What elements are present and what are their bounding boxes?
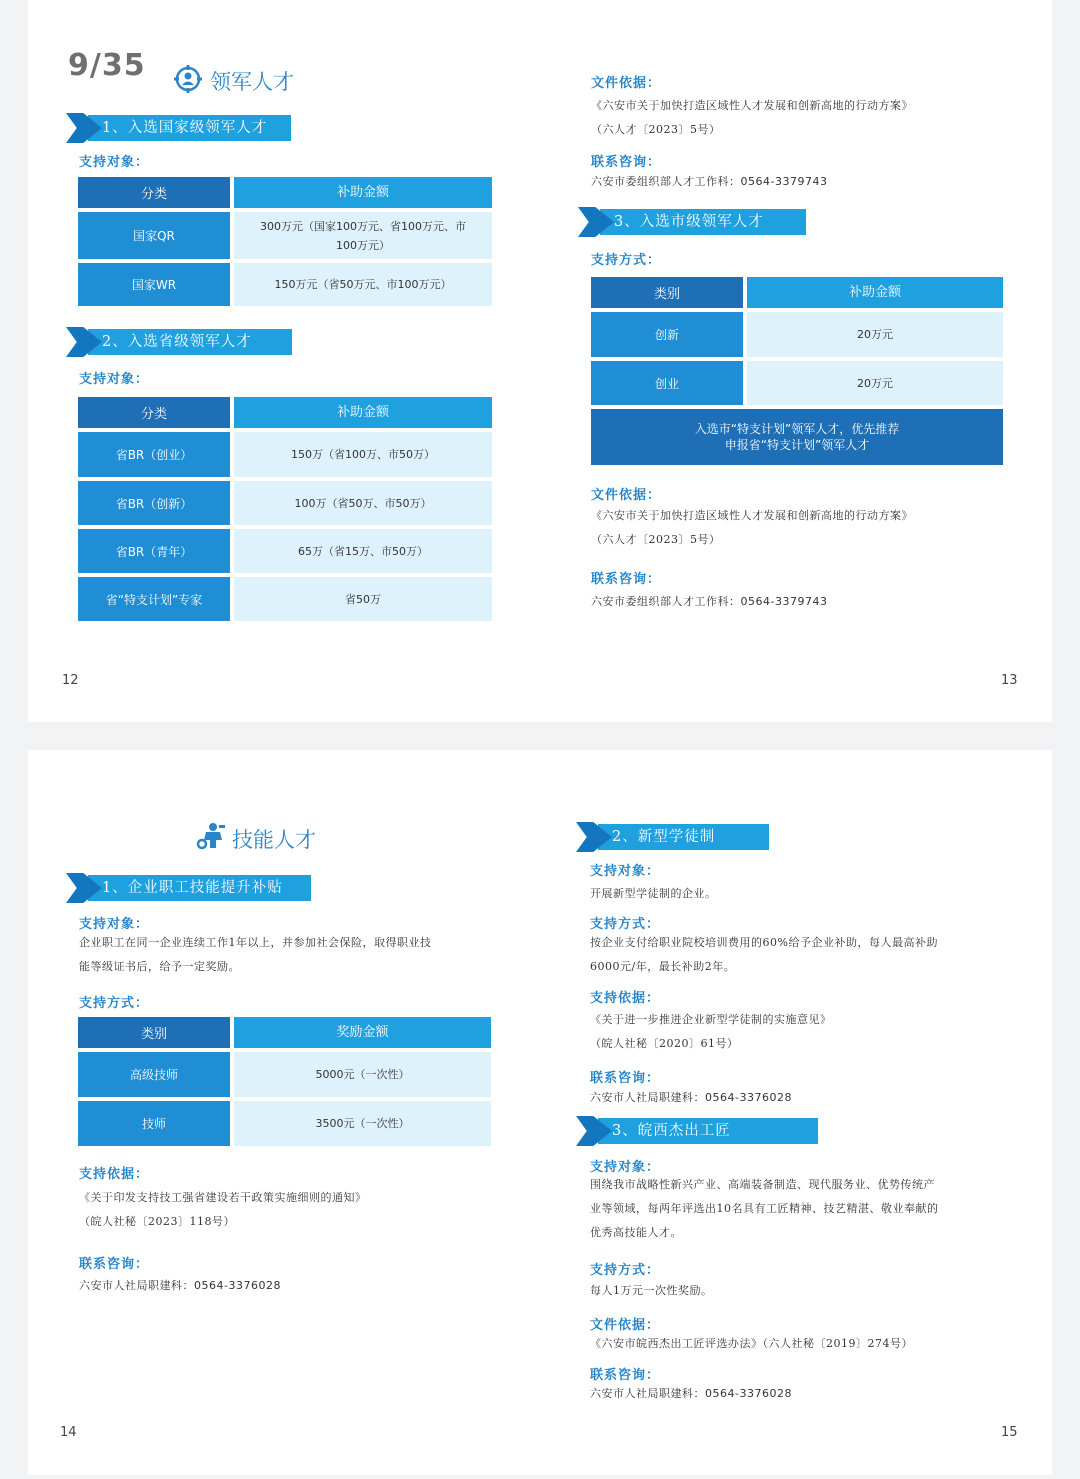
- recommendation-note: [591, 409, 1003, 465]
- table-cell: 高级技师: [78, 1052, 230, 1097]
- header-cell: 奖励金额: [234, 1017, 491, 1048]
- section-label: 支持方式：: [591, 253, 662, 268]
- contact-text: 六安市委组织部人才工作科：0564-3379743: [591, 175, 828, 188]
- table-row: [78, 212, 492, 259]
- page-number: 15: [1001, 1425, 1018, 1440]
- basis-label: 支持依据：: [590, 991, 661, 1006]
- category-title: 技能人才: [232, 828, 316, 852]
- page-number: 14: [60, 1425, 77, 1440]
- table-cell: 3500元（一次性）: [234, 1101, 491, 1146]
- table-cell: 100万（省50万、市50万）: [234, 481, 492, 525]
- section-banner-skill-subsidy: [66, 875, 311, 901]
- text-line: 按企业支付给职业院校培训费用的60%给予企业补助，每人最高补助: [590, 936, 938, 949]
- banner-text: 2、入选省级领军人才: [102, 334, 252, 350]
- table-row: [591, 312, 1003, 357]
- basis-text: 《关于进一步推进企业新型学徒制的实施意见》: [590, 1013, 832, 1026]
- contact-label: 联系咨询：: [590, 1071, 661, 1086]
- table-row: [591, 361, 1003, 405]
- doc-basis-number: （六人才〔2023〕5号）: [591, 533, 721, 546]
- target-text: 开展新型学徒制的企业。: [590, 887, 717, 900]
- spread-pages-14-15: [28, 750, 1052, 1475]
- category-title: 领军人才: [210, 70, 294, 94]
- doc-basis-label: 文件依据：: [591, 488, 662, 503]
- text-line: 围绕我市战略性新兴产业、高端装备制造、现代服务业、优势传统产: [590, 1178, 935, 1191]
- text-line: 6000元/年，最长补助2年。: [590, 960, 736, 973]
- target-label: 支持对象：: [79, 917, 150, 932]
- target-text: [79, 931, 432, 979]
- target-label: 支持对象：: [590, 1160, 661, 1175]
- table-cell: 省BR（创业）: [78, 432, 230, 477]
- section-label: 支持对象：: [79, 372, 150, 387]
- banner-text: 3、入选市级领军人才: [614, 214, 764, 230]
- table-cell: 国家WR: [78, 263, 230, 306]
- doc-basis-label: 文件依据：: [590, 1318, 661, 1333]
- table-row: [78, 577, 492, 621]
- skill-reward-table: [78, 1017, 491, 1150]
- text-line: 能等级证书后，给予一定奖励。: [79, 960, 240, 973]
- banner-text: 1、入选国家级领军人才: [102, 120, 268, 136]
- page-counter: 9/35: [68, 48, 146, 83]
- basis-number: （皖人社秘〔2023〕118号）: [79, 1215, 235, 1228]
- contact-label: 联系咨询：: [591, 572, 662, 587]
- table-cell: 省“特支计划”专家: [78, 577, 230, 621]
- table-cell: 150万（省100万、市50万）: [234, 432, 492, 477]
- table-cell: 20万元: [747, 361, 1003, 405]
- national-subsidy-table: [78, 177, 492, 310]
- header-cell: 补助金额: [234, 177, 492, 208]
- contact-text: 六安市人社局职建科：0564-3376028: [590, 1091, 792, 1104]
- banner-text: 2、新型学徒制: [612, 829, 716, 845]
- header-cell: 补助金额: [747, 277, 1003, 308]
- header-cell: 分类: [78, 177, 230, 208]
- banner-text: 1、企业职工技能提升补贴: [102, 880, 283, 896]
- table-row: [78, 432, 492, 477]
- header-cell: 补助金额: [234, 397, 492, 428]
- table-cell: 省BR（青年）: [78, 529, 230, 573]
- table-header: [78, 177, 492, 208]
- method-label: 支持方式：: [79, 996, 150, 1011]
- section-banner-provincial: [66, 329, 292, 355]
- table-cell: 300万元（国家100万元、省100万元、市100万元）: [234, 212, 492, 259]
- table-cell: 创业: [591, 361, 743, 405]
- doc-basis-text: 《六安市关于加快打造区域性人才发展和创新高地的行动方案》: [591, 509, 913, 522]
- table-cell: 省BR（创新）: [78, 481, 230, 525]
- header-cell: 分类: [78, 397, 230, 428]
- section-banner-apprenticeship: [576, 824, 769, 850]
- doc-basis-text: 《六安市皖西杰出工匠评选办法》（六人社秘〔2019〕274号）: [590, 1337, 913, 1350]
- doc-basis-text: 《六安市关于加快打造区域性人才发展和创新高地的行动方案》: [591, 99, 913, 112]
- spread-pages-12-13: [28, 0, 1052, 722]
- text-line: 优秀高技能人才。: [590, 1226, 682, 1239]
- contact-text: 六安市人社局职建科：0564-3376028: [590, 1387, 792, 1400]
- page-number: 12: [62, 673, 79, 688]
- doc-basis-label: 文件依据：: [591, 76, 662, 91]
- table-row: [78, 263, 492, 306]
- method-text: 每人1万元一次性奖励。: [590, 1284, 713, 1297]
- leader-talent-icon: [173, 64, 203, 94]
- text-line: 业等领域，每两年评选出10名具有工匠精神、技艺精湛、敬业奉献的: [590, 1202, 939, 1215]
- method-label: 支持方式：: [590, 1263, 661, 1278]
- banner-text: 3、皖西杰出工匠: [612, 1123, 731, 1139]
- note-line: 申报省“特支计划”领军人才: [724, 438, 870, 452]
- target-text: [590, 1173, 939, 1245]
- basis-label: 支持依据：: [79, 1167, 150, 1182]
- table-header: [591, 277, 1003, 308]
- basis-number: （皖人社秘〔2020〕61号）: [590, 1037, 739, 1050]
- doc-basis-number: （六人才〔2023〕5号）: [591, 123, 721, 136]
- section-label: 支持对象：: [79, 155, 150, 170]
- table-cell: 创新: [591, 312, 743, 357]
- note-line: 入选市“特支计划”领军人才，优先推荐: [694, 422, 900, 436]
- target-label: 支持对象：: [590, 864, 661, 879]
- table-row: [78, 481, 492, 525]
- section-banner-city: [578, 209, 806, 235]
- header-cell: 类别: [78, 1017, 230, 1048]
- text-line: 企业职工在同一企业连续工作1年以上，并参加社会保险，取得职业技: [79, 936, 432, 949]
- table-cell: 国家QR: [78, 212, 230, 259]
- table-cell: 省50万: [234, 577, 492, 621]
- skilled-worker-icon: [196, 822, 226, 850]
- table-header: [78, 397, 492, 428]
- page-number: 13: [1001, 673, 1018, 688]
- table-cell: 20万元: [747, 312, 1003, 357]
- city-subsidy-table: [591, 277, 1003, 465]
- contact-label: 联系咨询：: [590, 1368, 661, 1383]
- table-cell: 5000元（一次性）: [234, 1052, 491, 1097]
- provincial-subsidy-table: [78, 397, 492, 625]
- table-header: [78, 1017, 491, 1048]
- table-cell: 150万元（省50万元、市100万元）: [234, 263, 492, 306]
- contact-text: 六安市人社局职建科：0564-3376028: [79, 1279, 281, 1292]
- method-text: [590, 931, 938, 979]
- contact-label: 联系咨询：: [591, 155, 662, 170]
- table-row: [78, 1052, 491, 1097]
- basis-text: 《关于印发支持技工强省建设若干政策实施细则的通知》: [79, 1191, 367, 1204]
- contact-text: 六安市委组织部人才工作科：0564-3379743: [591, 595, 828, 608]
- method-label: 支持方式：: [590, 917, 661, 932]
- contact-label: 联系咨询：: [79, 1257, 150, 1272]
- table-cell: 65万（省15万、市50万）: [234, 529, 492, 573]
- table-row: [78, 529, 492, 573]
- table-cell: 技师: [78, 1101, 230, 1146]
- table-row: [78, 1101, 491, 1146]
- header-cell: 类别: [591, 277, 743, 308]
- section-banner-national: [66, 115, 291, 141]
- section-banner-craftsman: [576, 1118, 818, 1144]
